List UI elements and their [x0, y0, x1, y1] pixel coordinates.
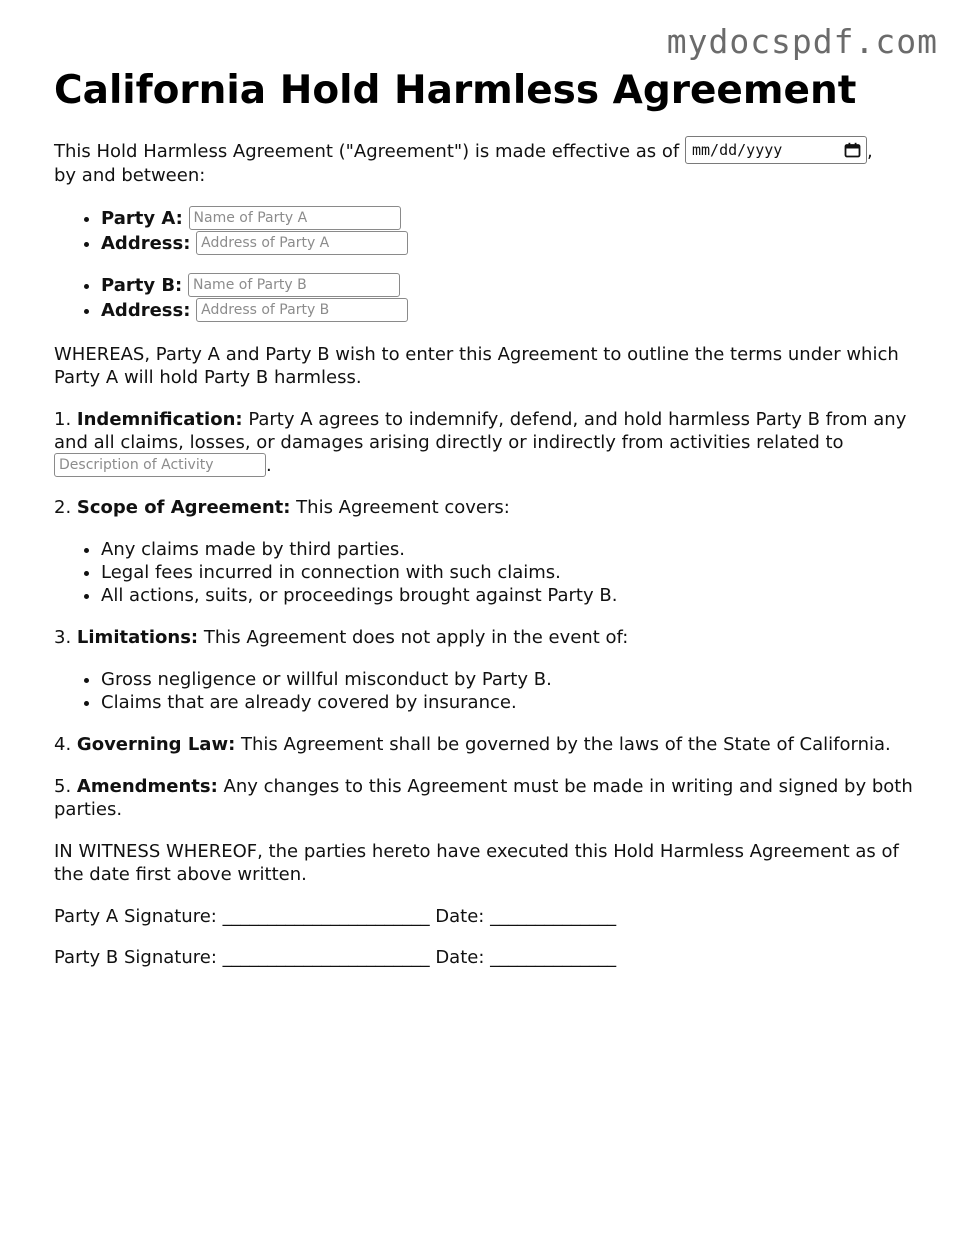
- section-text: This Agreement covers:: [296, 497, 510, 518]
- party-a-signature-line: Party A Signature: _______________________ Date: ______________: [54, 906, 617, 927]
- list-item: • Claims that are already covered by insurance.: [101, 691, 916, 714]
- signature-block: [54, 905, 916, 969]
- section-number: 3.: [54, 627, 72, 648]
- party-b-name-input[interactable]: [188, 273, 400, 297]
- party-b-signature-line: Party B Signature: _______________________ Date: ______________: [54, 947, 617, 968]
- section-limitations: [54, 626, 916, 649]
- party-b-label: Party B:: [101, 275, 183, 296]
- party-a-name-input[interactable]: [189, 206, 401, 230]
- limitations-list: [54, 668, 916, 714]
- intro-paragraph: [54, 140, 916, 187]
- party-a-address-item: [101, 231, 916, 256]
- document-page: [54, 68, 916, 987]
- section-number: 2.: [54, 497, 72, 518]
- intro-text: This Hold Harmless Agreement ("Agreement") is made effective as of: [54, 141, 680, 162]
- scope-list: [54, 538, 916, 607]
- section-text: This Agreement does not apply in the event of:: [203, 627, 629, 648]
- watermark: mydocspdf.com: [666, 22, 938, 61]
- witness-paragraph: IN WITNESS WHEREOF, the parties hereto have executed this Hold Harmless Agreement as of the date first above written.: [54, 841, 899, 885]
- party-b-address-input[interactable]: [196, 298, 408, 322]
- section-indemnification: [54, 408, 916, 477]
- activity-description-input[interactable]: [54, 453, 266, 477]
- party-a-address-label: Address:: [101, 233, 191, 254]
- section-number: 5.: [54, 776, 72, 797]
- party-a-fields: [54, 206, 916, 256]
- section-heading: Indemnification:: [76, 409, 243, 430]
- section-heading: Limitations:: [76, 627, 199, 648]
- effective-date-input[interactable]: [685, 136, 867, 164]
- section-heading: Governing Law:: [76, 734, 236, 755]
- intro-line2: by and between:: [54, 165, 206, 186]
- section-heading: Amendments:: [76, 776, 218, 797]
- section-text: Party A agrees to indemnify, defend, and hold harmless Party B from any and all claims, losses, or damages arising directly or indirectly from activities related to: [54, 409, 907, 453]
- calendar-icon[interactable]: [844, 142, 861, 158]
- list-item: • Any claims made by third parties.: [101, 538, 916, 561]
- section-text: Any changes to this Agreement must be made in writing and signed by both parties.: [54, 776, 913, 820]
- intro-comma: ,: [866, 141, 873, 162]
- list-item: • Gross negligence or willful misconduct by Party B.: [101, 668, 916, 691]
- section-number: 4.: [54, 734, 72, 755]
- party-b-fields: [54, 273, 916, 323]
- list-item: • Legal fees incurred in connection with such claims.: [101, 561, 916, 584]
- document-title: California Hold Harmless Agreement: [54, 68, 857, 113]
- section-number: 1.: [54, 409, 72, 430]
- party-a-label: Party A:: [101, 208, 183, 229]
- section-heading: Scope of Agreement:: [76, 497, 291, 518]
- party-b-address-label: Address:: [101, 300, 191, 321]
- section-amendments: [54, 775, 916, 821]
- section-scope: [54, 496, 916, 519]
- date-placeholder: mm/dd/yyyy: [691, 140, 783, 159]
- section-governing-law: [54, 733, 916, 756]
- party-b-name-item: [101, 273, 916, 298]
- list-item: • All actions, suits, or proceedings brought against Party B.: [101, 584, 916, 607]
- section-end: .: [266, 455, 272, 476]
- party-b-address-item: [101, 298, 916, 323]
- party-a-address-input[interactable]: [196, 231, 408, 255]
- section-text: This Agreement shall be governed by the laws of the State of California.: [241, 734, 891, 755]
- whereas-paragraph: WHEREAS, Party A and Party B wish to enter this Agreement to outline the terms under which Party A will hold Party B harmless.: [54, 344, 899, 388]
- party-a-name-item: [101, 206, 916, 231]
